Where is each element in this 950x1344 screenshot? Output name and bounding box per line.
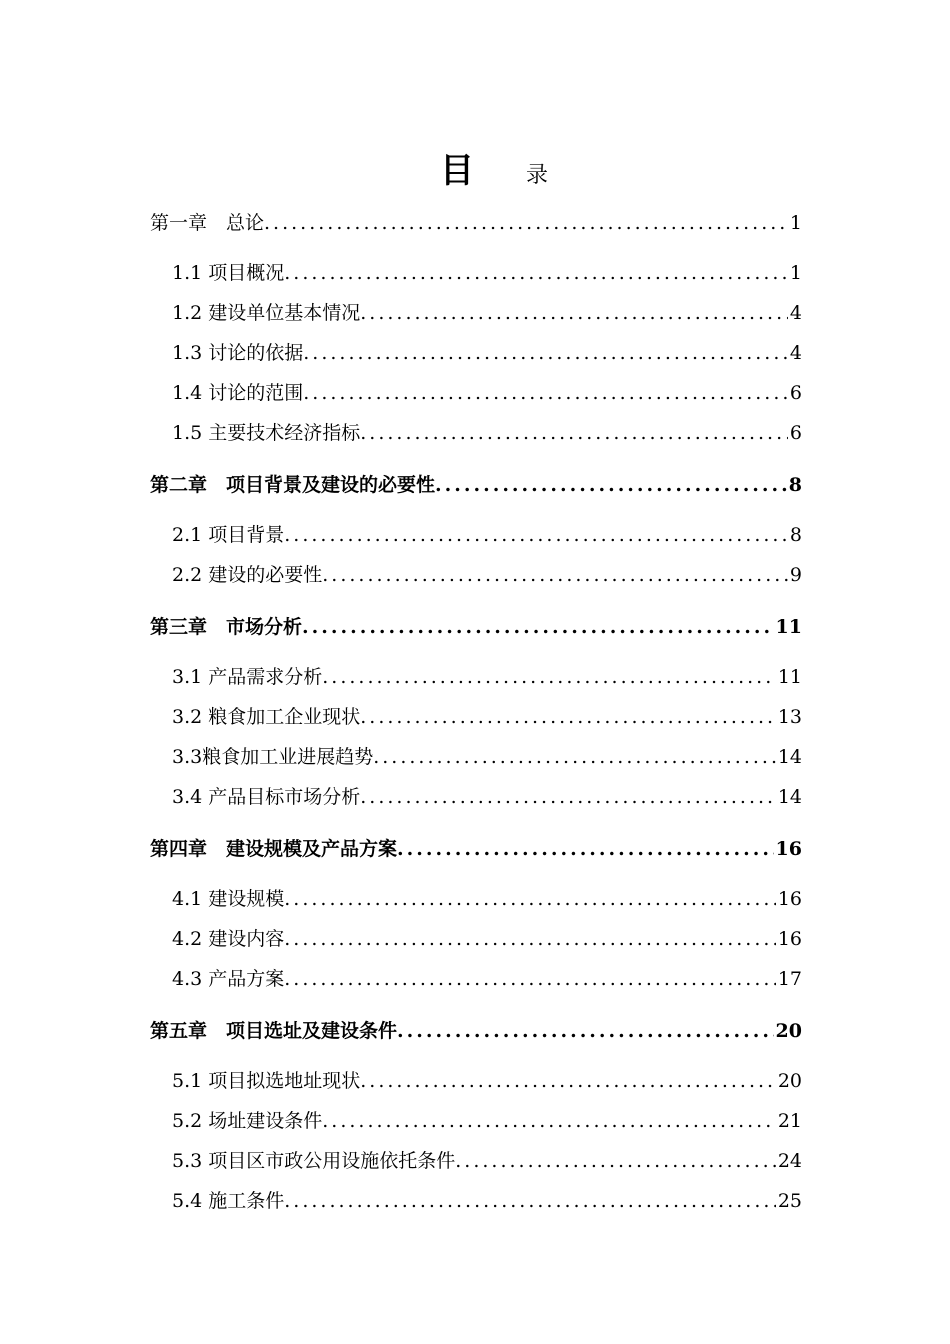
toc-leader-dots xyxy=(322,560,788,590)
toc-entry-label: 3.1 产品需求分析 xyxy=(172,666,323,688)
toc-page-number: 25 xyxy=(777,1190,802,1212)
toc-section-entry[interactable] xyxy=(172,702,802,732)
toc-section-entry[interactable] xyxy=(172,560,802,590)
toc-leader-dots xyxy=(322,1106,776,1136)
toc-section-entry[interactable] xyxy=(172,378,802,408)
toc-page-number: 20 xyxy=(777,1070,802,1092)
toc-section-entry[interactable] xyxy=(172,338,802,368)
toc-leader-dots xyxy=(303,338,788,368)
toc-page-number: 17 xyxy=(777,968,802,990)
toc-section-entry[interactable] xyxy=(172,298,802,328)
toc-entry-label: 3.3粮食加工业进展趋势 xyxy=(172,746,374,768)
toc-leader-dots xyxy=(284,1186,776,1216)
toc-page-number: 11 xyxy=(775,616,802,638)
toc-section-entry[interactable] xyxy=(172,782,802,812)
toc-entry-label: 3.4 产品目标市场分析 xyxy=(172,786,361,808)
toc-entry-label: 第一章 总论 xyxy=(150,212,265,234)
toc-page-number: 8 xyxy=(788,474,802,496)
toc-entry-label: 4.1 建设规模 xyxy=(172,888,285,910)
toc-leader-dots xyxy=(397,834,774,864)
toc-section-entry[interactable] xyxy=(172,884,802,914)
toc-page-number: 16 xyxy=(775,838,802,860)
toc-entry-label: 1.2 建设单位基本情况 xyxy=(172,302,361,324)
toc-entry-label: 1.1 项目概况 xyxy=(172,262,285,284)
toc-title-sub: 录 xyxy=(526,163,549,188)
toc-entry-label: 4.3 产品方案 xyxy=(172,968,285,990)
toc-leader-dots xyxy=(360,418,788,448)
toc-chapter-entry[interactable] xyxy=(150,470,802,500)
toc-entry-label: 5.2 场址建设条件 xyxy=(172,1110,323,1132)
toc-leader-dots xyxy=(284,520,788,550)
toc-page-number: 13 xyxy=(777,706,802,728)
toc-page-number: 14 xyxy=(777,746,802,768)
toc-leader-dots xyxy=(303,378,788,408)
toc-entry-label: 1.3 讨论的依据 xyxy=(172,342,304,364)
toc-leader-dots xyxy=(284,964,776,994)
toc-chapter-entry[interactable] xyxy=(150,834,802,864)
toc-title-main: 目 xyxy=(440,151,474,191)
toc-leader-dots xyxy=(360,1066,776,1096)
toc-page-number: 1 xyxy=(789,212,802,234)
toc-leader-dots xyxy=(284,258,788,288)
toc-section-entry[interactable] xyxy=(172,1186,802,1216)
toc-section-entry[interactable] xyxy=(172,964,802,994)
toc-section-entry[interactable] xyxy=(172,1106,802,1136)
toc-section-entry[interactable] xyxy=(172,520,802,550)
toc-leader-dots xyxy=(435,470,787,500)
toc-title xyxy=(0,148,950,194)
toc-entry-label: 第四章 建设规模及产品方案 xyxy=(150,838,398,860)
toc-page-number: 16 xyxy=(777,888,802,910)
toc-entry-label: 5.4 施工条件 xyxy=(172,1190,285,1212)
toc-page-number: 4 xyxy=(789,342,802,364)
toc-leader-dots xyxy=(373,742,776,772)
toc-section-entry[interactable] xyxy=(172,258,802,288)
toc-page-number: 4 xyxy=(789,302,802,324)
toc-section-entry[interactable] xyxy=(172,924,802,954)
toc-entry-label: 第五章 项目选址及建设条件 xyxy=(150,1020,398,1042)
toc-page-number: 11 xyxy=(777,666,802,688)
toc-leader-dots xyxy=(264,208,788,238)
toc-section-entry[interactable] xyxy=(172,1066,802,1096)
toc-section-entry[interactable] xyxy=(172,742,802,772)
toc-entry-label: 1.5 主要技术经济指标 xyxy=(172,422,361,444)
toc-leader-dots xyxy=(455,1146,776,1176)
toc-chapter-entry[interactable] xyxy=(150,1016,802,1046)
toc-page-number: 1 xyxy=(789,262,802,284)
toc-page-number: 14 xyxy=(777,786,802,808)
toc-page-number: 16 xyxy=(777,928,802,950)
toc-leader-dots xyxy=(284,924,776,954)
toc-leader-dots xyxy=(302,612,774,642)
toc-leader-dots xyxy=(284,884,776,914)
toc-entry-label: 第二章 项目背景及建设的必要性 xyxy=(150,474,436,496)
toc-leader-dots xyxy=(360,782,776,812)
toc-entry-label: 第三章 市场分析 xyxy=(150,616,303,638)
toc-section-entry[interactable] xyxy=(172,1146,802,1176)
toc-leader-dots xyxy=(322,662,776,692)
toc-page-number: 24 xyxy=(777,1150,802,1172)
toc-page-number: 8 xyxy=(789,524,802,546)
toc-leader-dots xyxy=(360,702,776,732)
toc-page-number: 6 xyxy=(789,422,802,444)
toc-leader-dots xyxy=(397,1016,774,1046)
toc-leader-dots xyxy=(360,298,788,328)
toc-page-number: 6 xyxy=(789,382,802,404)
toc-entry-label: 2.2 建设的必要性 xyxy=(172,564,323,586)
toc-entry-label: 1.4 讨论的范围 xyxy=(172,382,304,404)
toc-entry-label: 5.3 项目区市政公用设施依托条件 xyxy=(172,1150,456,1172)
toc-page-number: 9 xyxy=(789,564,802,586)
toc-page-number: 21 xyxy=(777,1110,802,1132)
toc-entry-label: 4.2 建设内容 xyxy=(172,928,285,950)
toc-page-number: 20 xyxy=(775,1020,802,1042)
toc-entry-label: 3.2 粮食加工企业现状 xyxy=(172,706,361,728)
toc-entry-label: 2.1 项目背景 xyxy=(172,524,285,546)
toc-chapter-entry[interactable] xyxy=(150,208,802,238)
toc-chapter-entry[interactable] xyxy=(150,612,802,642)
toc-section-entry[interactable] xyxy=(172,418,802,448)
toc-entry-label: 5.1 项目拟选地址现状 xyxy=(172,1070,361,1092)
toc-section-entry[interactable] xyxy=(172,662,802,692)
